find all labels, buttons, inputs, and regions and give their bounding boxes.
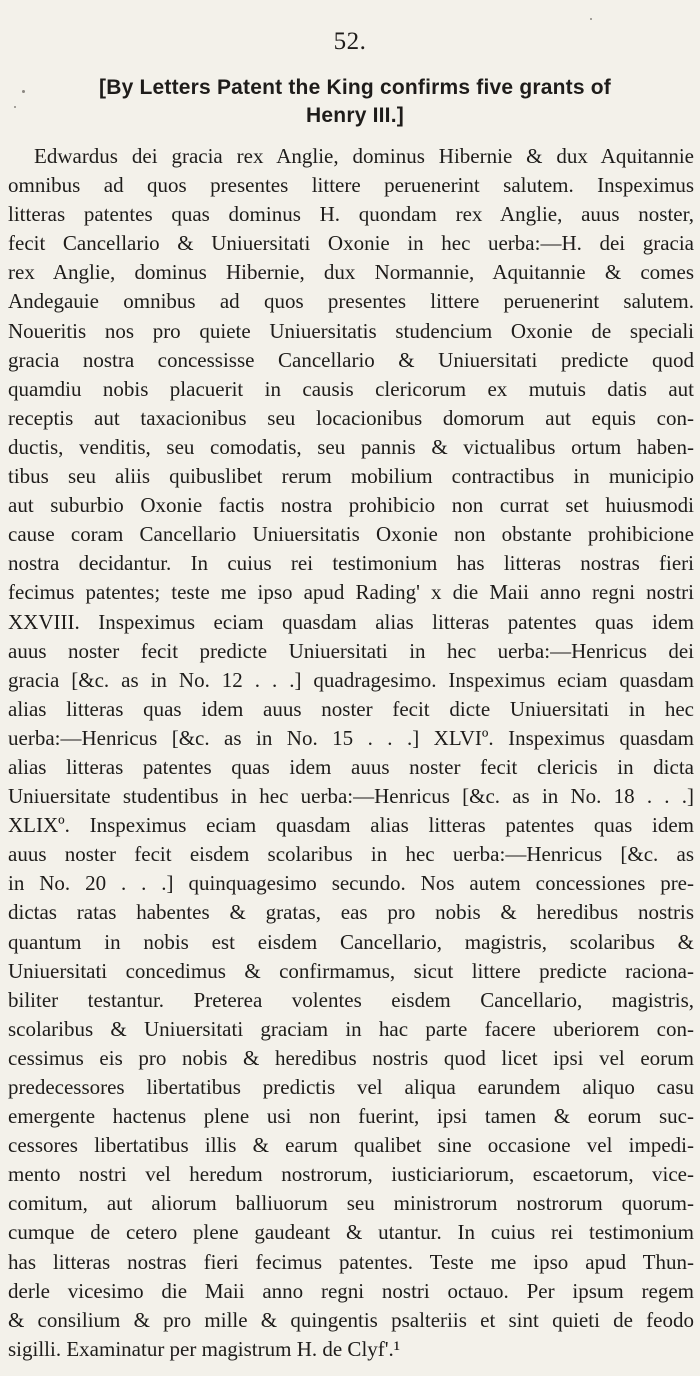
section-heading	[50, 74, 660, 130]
text-line: Noueritis nos pro quiete Uniuersitatis studencium Oxonie de speciali	[8, 318, 694, 343]
text-line: dictas ratas habentes & gratas, eas pro nobis & heredibus nostris	[8, 900, 694, 925]
text-line: aut suburbio Oxonie factis nostra prohibicio non currat set huiusmodi	[8, 493, 694, 518]
print-speck	[590, 18, 592, 20]
text-line: Andegauie omnibus ad quos presentes littere peruenerint salutem.	[8, 289, 694, 314]
text-line: comitum, aut aliorum balliuorum seu ministrorum nostrorum quorum-	[8, 1191, 694, 1216]
text-line: auus noster fecit predicte Uniuersitati in hec uerba:—Henricus dei	[8, 638, 694, 663]
heading-line: [By Letters Patent the King confirms five grants of	[99, 76, 611, 99]
text-line: biliter testantur. Preterea volentes eisdem Cancellario, magistris,	[8, 987, 694, 1012]
text-line: & consilium & pro mille & quingentis psalteriis et sint quieti de feodo	[8, 1307, 694, 1332]
text-line: gracia nostra concessisse Cancellario & Uniuersitati predicte quod	[8, 347, 694, 372]
text-line: cessimus eis pro nobis & heredibus nostris quod licet ipsi vel eorum	[8, 1045, 694, 1070]
text-line: sigilli. Examinatur per magistrum H. de Clyf'.¹	[8, 1336, 401, 1361]
text-line: fecimus patentes; teste me ipso apud Rading' x die Maii anno regni nostri	[8, 580, 694, 605]
text-line: fecit Cancellario & Uniuersitati Oxonie in hec uerba:—H. dei gracia	[8, 231, 694, 256]
text-line: in No. 20 . . .] quinquagesimo secundo. Nos autem concessiones pre-	[8, 871, 694, 896]
text-line: receptis aut taxacionibus seu locacionibus domorum aut equis con-	[8, 405, 694, 430]
text-line: omnibus ad quos presentes littere peruenerint salutem. Inspeximus	[8, 173, 694, 198]
text-line: rex Anglie, dominus Hibernie, dux Normannie, Aquitannie & comes	[8, 260, 694, 285]
heading-line: Henry III.]	[306, 104, 404, 127]
text-line: auus noster fecit eisdem scolaribus in hec uerba:—Henricus [&c. as	[8, 842, 694, 867]
print-speck	[14, 106, 16, 108]
text-line: tibus seu aliis quibuslibet rerum mobilium contractibus in municipio	[8, 464, 694, 489]
page-number: 52.	[333, 28, 367, 55]
text-line: alias litteras patentes quas idem auus noster fecit clericis in dicta	[8, 754, 694, 779]
text-line: ductis, venditis, seu comodatis, seu pannis & victualibus ortum haben-	[8, 434, 694, 459]
text-line: Uniuersitate studentibus in hec uerba:—Henricus [&c. as in No. 18 . . .]	[8, 784, 694, 809]
charter-text	[8, 142, 694, 1364]
text-line: Uniuersitati concedimus & confirmamus, sicut littere predicte raciona-	[8, 958, 694, 983]
text-line: litteras patentes quas dominus H. quondam rex Anglie, auus noster,	[8, 202, 694, 227]
text-line: emergente hactenus plene usi non fuerint, ipsi tamen & eorum suc-	[8, 1104, 694, 1129]
text-line: derle vicesimo die Maii anno regni nostri octauo. Per ipsum regem	[8, 1278, 694, 1303]
text-line: XLIXº. Inspeximus eciam quasdam alias litteras patentes quas idem	[8, 813, 694, 838]
text-line: cessores libertatibus illis & earum qualibet sine occasione vel impedi-	[8, 1133, 694, 1158]
text-line: quantum in nobis est eisdem Cancellario, magistris, scolaribus &	[8, 929, 694, 954]
text-line: scolaribus & Uniuersitati graciam in hac parte facere uberiorem con-	[8, 1016, 694, 1041]
text-line: gracia [&c. as in No. 12 . . .] quadragesimo. Inspeximus eciam quasdam	[8, 667, 694, 692]
text-line: nostra decidantur. In cuius rei testimonium has litteras nostras fieri	[8, 551, 694, 576]
print-speck	[22, 90, 25, 93]
text-line: Edwardus dei gracia rex Anglie, dominus Hibernie & dux Aquitannie	[34, 144, 694, 168]
text-line: cumque de cetero plene gaudeant & utantur. In cuius rei testimonium	[8, 1220, 694, 1245]
text-line: XXVIII. Inspeximus eciam quasdam alias litteras patentes quas idem	[8, 609, 694, 634]
text-line: predecessores libertatibus predictis vel aliqua earundem aliquo casu	[8, 1075, 694, 1099]
text-line: alias litteras quas idem auus noster fecit dicte Uniuersitati in hec	[8, 696, 694, 721]
text-line: cause coram Cancellario Uniuersitatis Oxonie non obstante prohibicione	[8, 522, 694, 547]
text-line: quamdiu nobis placuerit in causis clericorum ex mutuis datis aut	[8, 376, 694, 401]
text-line: has litteras nostras fieri fecimus patentes. Teste me ipso apud Thun-	[8, 1249, 694, 1274]
text-line: uerba:—Henricus [&c. as in No. 15 . . .] XLVIº. Inspeximus quasdam	[8, 725, 694, 750]
text-line: mento nostri vel heredum nostrorum, iusticiariorum, escaetorum, vice-	[8, 1162, 694, 1187]
